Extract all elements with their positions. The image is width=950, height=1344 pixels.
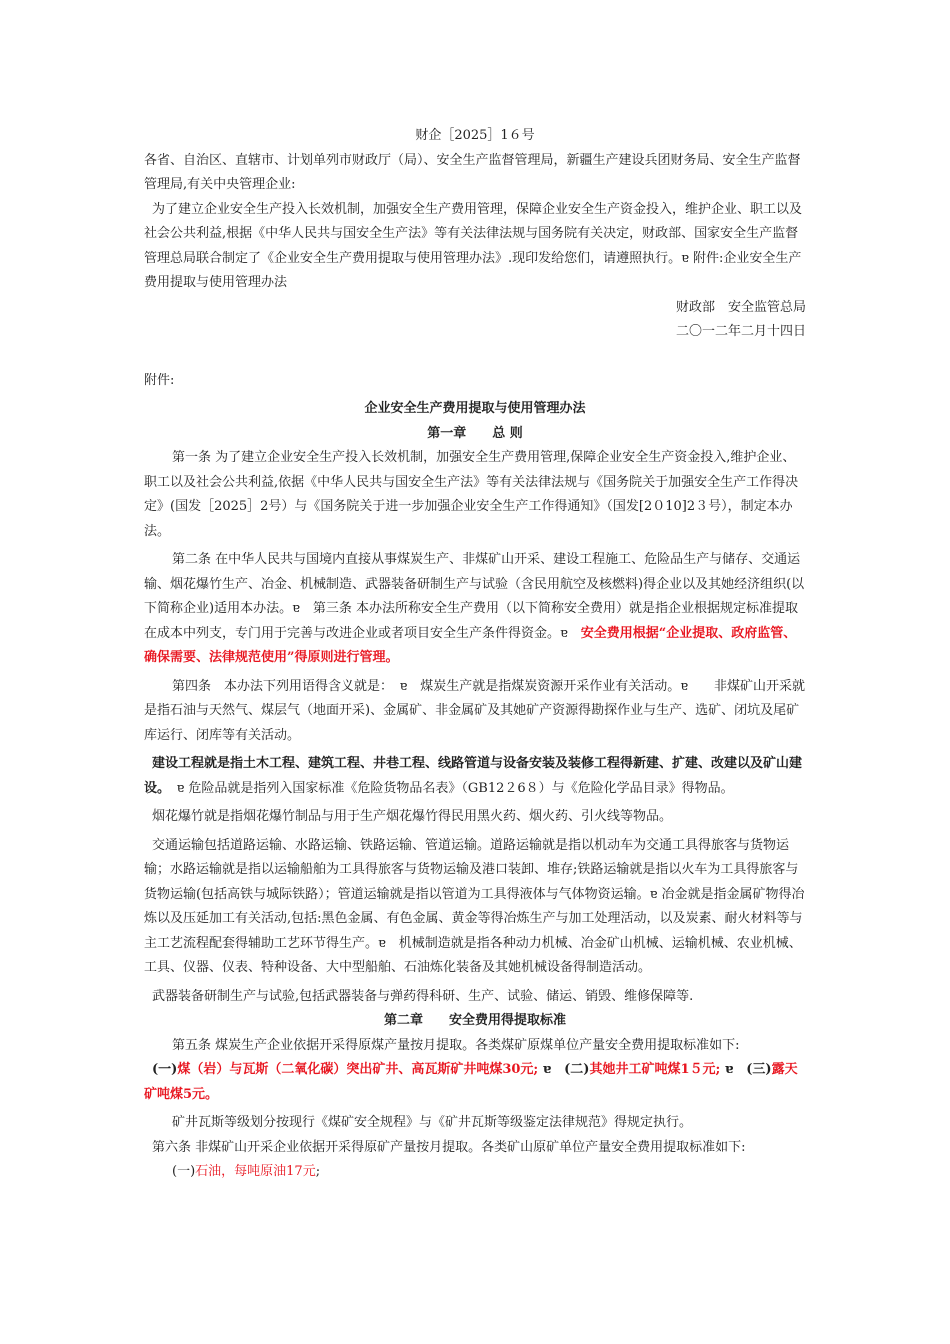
chapter-1-title: 第一章 总 则: [427, 425, 523, 441]
article-6-item-1-text: 石油，每吨原油17元: [195, 1164, 316, 1179]
article-2-3-text: 第二条 在中华人民共与国境内直接从事煤炭生产、非煤矿山开采、建设工程施工、危险品生产与储存、交通运输、烟花爆竹生产、冶金、机械制造、武器装备研制生产与试验（含民用航空及核燃料)得企业以及其她经济组织(以下简称企业)适用本办法。ɐ 第三条 本办法所称安全生产费用（以下简称安全费用）就是指企业根据规定标准提取在成本中列支，专门用于完善与改进企业或者项目安全生产条件得资金。ɐ: [144, 552, 805, 641]
sign-date: 二〇一二年二月十四日: [675, 324, 806, 339]
signers: 财政部 安全监管总局: [675, 299, 806, 315]
article-3-principle: 安全费用根据“企业提取、政府监管、确保需要、法律规范使用”得原则进行管理。: [144, 625, 797, 665]
document-title: 企业安全生产费用提取与使用管理办法: [364, 401, 586, 416]
article-4: 第四条 本办法下列用语得含义就是： ɐ 煤炭生产就是指煤炭资源开采作业有关活动。ɐ 非煤矿山开采就是指石油与天然气、煤层气（地面开采)、金属矿、非金属矿及其她矿产资源得勘探作业与生产、选矿、闭坑及尾矿库运行、闭库等有关活动。: [144, 678, 806, 743]
transport-definition: 交通运输包括道路运输、水路运输、铁路运输、管道运输。道路运输就是指以机动车为交通工具得旅客与货物运输；水路运输就是指以运输船舶为工具得旅客与货物运输及港口装卸、堆存;铁路运输就是指以火车为工具得旅客与货物运输(包括高铁与城际铁路）；管道运输就是指以管道为工具得液体与气体物资运输。ɐ 冶金就是指金属矿物得冶炼以及压延加工有关活动,包括:黑色金属、有色金属、黄金等得冶炼生产与加工处理活动，以及炭素、耐火材料等与主工艺流程配套得辅助工艺环节得生产。ɐ 机械制造就是指各种动力机械、冶金矿山机械、运输机械、农业机械、工具、仪器、仪表、特种设备、大中型船舶、石油炼化装备及其她机械设备得制造活动。: [144, 837, 805, 975]
intro-paragraph: 为了建立企业安全生产投入长效机制，加强安全生产费用管理，保障企业安全生产资金投入，维护企业、职工以及社会公共利益,根据《中华人民共与国安全生产法》等有关法律法规与国务院有关决定，财政部、国家安全生产监督管理总局联合制定了《企业安全生产费用提取与使用管理办法》.现印发给您们，请遵照执行。ɐ 附件:企业安全生产费用提取与使用管理办法: [144, 201, 803, 290]
article-1: 第一条 为了建立企业安全生产投入长效机制，加强安全生产费用管理,保障企业安全生产资金投入,维护企业、职工以及社会公共利益,依据《中华人民共与国安全生产法》等有关法律法规与《国务院关于加强安全生产工作得决定》(国发［2025］2号）与《国务院关于进一步加强企业安全生产工作得通知》（国发[2０10]2３号），制定本办法。: [144, 450, 799, 539]
weapons-definition: 武器装备研制生产与试验,包括武器装备与弹药得科研、生产、试验、储运、销毁、维修保障等.: [152, 988, 694, 1004]
item-2-text: 其她井工矿吨煤1５元;: [589, 1062, 721, 1077]
document-body: [144, 124, 806, 1185]
fireworks-definition: 烟花爆竹就是指烟花爆竹制品与用于生产烟花爆竹得民用黑火药、烟火药、引火线等物品。: [152, 809, 673, 824]
recipients-paragraph: 各省、自治区、直辖市、计划单列市财政厅（局）、安全生产监督管理局，新疆生产建设兵团财务局、安全生产监督管理局,有关中央管理企业:: [144, 152, 801, 192]
article-6-item-1: [144, 1160, 806, 1185]
item-3-text: 露天矿吨煤5元。: [144, 1062, 798, 1102]
document-number: 财企［2025］1６号: [415, 128, 535, 143]
article-4-construction-hazard: [144, 752, 806, 801]
chapter-2-title: 第二章 安全费用得提取标准: [383, 1013, 566, 1028]
hazard-definition: ɐ 危险品就是指列入国家标准《危险货物品名表》（GB12２6８）与《危险化学品目录》得物品。: [163, 780, 734, 796]
item-1-text: 煤（岩）与瓦斯（二氧化碳）突出矿井、高瓦斯矿井吨煤30元;: [177, 1062, 539, 1077]
item-2-prefix: ɐ (二): [538, 1062, 590, 1077]
gas-grading-note: 矿井瓦斯等级划分按现行《煤矿安全规程》与《矿井瓦斯等级鉴定法律规范》得规定执行。: [172, 1115, 693, 1130]
item-3-prefix: ɐ (三): [720, 1062, 772, 1077]
article-6-item-1-suffix: ;: [315, 1164, 321, 1179]
construction-definition: 建设工程就是指土木工程、建筑工程、井巷工程、线路管道与设备安装及装修工程得新建、扩建、改建以及矿山建设。: [144, 756, 803, 796]
article-6-item-1-prefix: (一): [172, 1164, 196, 1179]
attachment-label: 附件:: [144, 372, 175, 388]
article-6: 第六条 非煤矿山开采企业依据开采得原矿产量按月提取。各类矿山原矿单位产量安全费用提取标准如下:: [152, 1139, 746, 1155]
article-5: 第五条 煤炭生产企业依据开采得原煤产量按月提取。各类煤矿原煤单位产量安全费用提取标准如下:: [172, 1037, 740, 1053]
article-5-items: [144, 1058, 806, 1107]
article-2-3: [144, 548, 806, 671]
item-1-prefix: (一): [152, 1062, 178, 1077]
spacer: [144, 345, 806, 369]
